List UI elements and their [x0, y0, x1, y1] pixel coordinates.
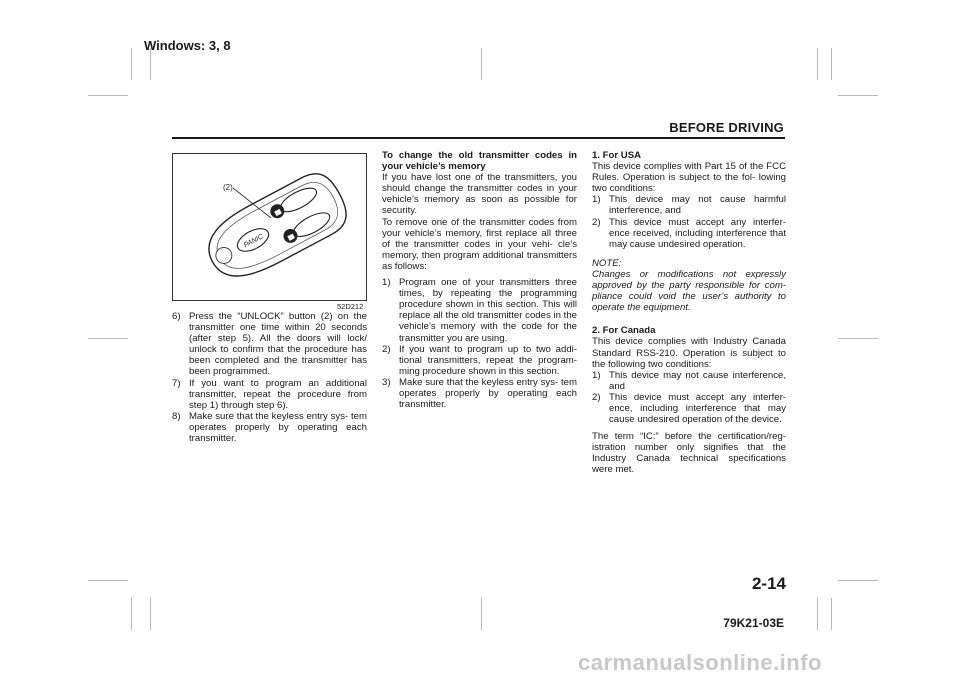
middle-column	[382, 150, 577, 410]
list-item: 3) Make sure that the keyless entry sys- tem operates properly by operating each transmitter.	[382, 376, 577, 411]
crop-mark	[481, 48, 482, 80]
crop-mark	[88, 338, 128, 339]
list-item: 6) Press the “UNLOCK” button (2) on the transmitter one time within 20 seconds (after step 5). All the doors will lock/ unlock to confirm that the procedure has been completed and the transmitter has been programmed.	[172, 311, 367, 378]
crop-mark	[838, 95, 878, 96]
crop-mark	[131, 598, 132, 630]
page-number: 2-14	[751, 574, 786, 593]
crop-mark	[88, 580, 128, 581]
crop-mark	[817, 598, 818, 630]
figure-code: 52D212	[337, 302, 364, 311]
list-item: 2) This device must accept any interfer- ence, including interference that may cause undesired operation of the device.	[592, 391, 786, 426]
document-code: 79K21-03E	[723, 616, 784, 630]
paragraph: To remove one of the transmitter codes from your vehicle’s memory, first replace all three of the transmitter codes in your vehi- cle’s memory, then program additional transmitters as follows:	[382, 216, 577, 272]
paragraph: If you have lost one of the transmitters, you should change the transmitter codes in your vehicle’s memory as soon as possible for security.	[382, 172, 577, 217]
crop-mark	[838, 338, 878, 339]
watermark: carmanualsonline.info	[578, 650, 822, 675]
section-heading: To change the old transmitter codes in your vehicle’s memory	[382, 150, 577, 173]
list-item: 8) Make sure that the keyless entry sys- tem operates properly by operating each transmitter.	[172, 410, 367, 445]
list-item: 7) If you want to program an additional transmitter, repeat the procedure from step 1) through step 6).	[172, 377, 367, 411]
crop-mark	[831, 598, 832, 630]
list-item: 2) If you want to program up to two addi- tional transmitters, repeat the program- ming procedure shown in this section.	[382, 343, 577, 377]
crop-mark	[838, 580, 878, 581]
list-item: 2) This device must accept any interfer- ence received, including interference that may cause undesired operation.	[592, 216, 786, 250]
note-text: Changes or modifications not expressly approved by the party responsible for com- pliance could void the user’s authority to operate the equipment.	[592, 268, 786, 314]
crop-mark	[88, 95, 128, 96]
key-fob-figure	[172, 153, 367, 301]
paragraph: The term “IC:” before the certification/reg- istration number only signifies that the Industry Canada technical specifications were met.	[592, 431, 786, 476]
section-heading: 2. For Canada	[592, 325, 656, 337]
list-item: 1) This device may not cause interference, and	[592, 369, 786, 392]
section-title: BEFORE DRIVING	[669, 120, 784, 135]
left-column	[172, 311, 367, 444]
crop-mark	[150, 598, 151, 630]
right-column	[592, 150, 786, 481]
list-item: 1) This device may not cause harmful interference, and	[592, 194, 786, 217]
paragraph: This device complies with Industry Canada Standard RSS-210. Operation is subject to the following two conditions:	[592, 336, 786, 370]
paragraph: This device complies with Part 15 of the FCC Rules. Operation is subject to the fol- lowing two conditions:	[592, 161, 786, 195]
crop-mark	[817, 48, 818, 80]
header-rule	[172, 137, 785, 139]
section-heading: 1. For USA	[592, 150, 642, 161]
panic-button-label: PANIC	[242, 233, 265, 250]
note-label: NOTE:	[592, 257, 622, 269]
crop-mark	[131, 48, 132, 80]
unlock-button-callout: (2)	[223, 183, 233, 192]
crop-mark	[831, 48, 832, 80]
crop-mark	[481, 598, 482, 630]
list-item: 1) Program one of your transmitters three times, by repeating the programming procedure shown in this section. This will replace all the old transmitter codes in the vehicle’s memory with the code for the transmitter you are using.	[382, 277, 577, 344]
key-fob-illustration	[173, 154, 366, 300]
print-slug: Windows: 3, 8	[144, 38, 231, 53]
